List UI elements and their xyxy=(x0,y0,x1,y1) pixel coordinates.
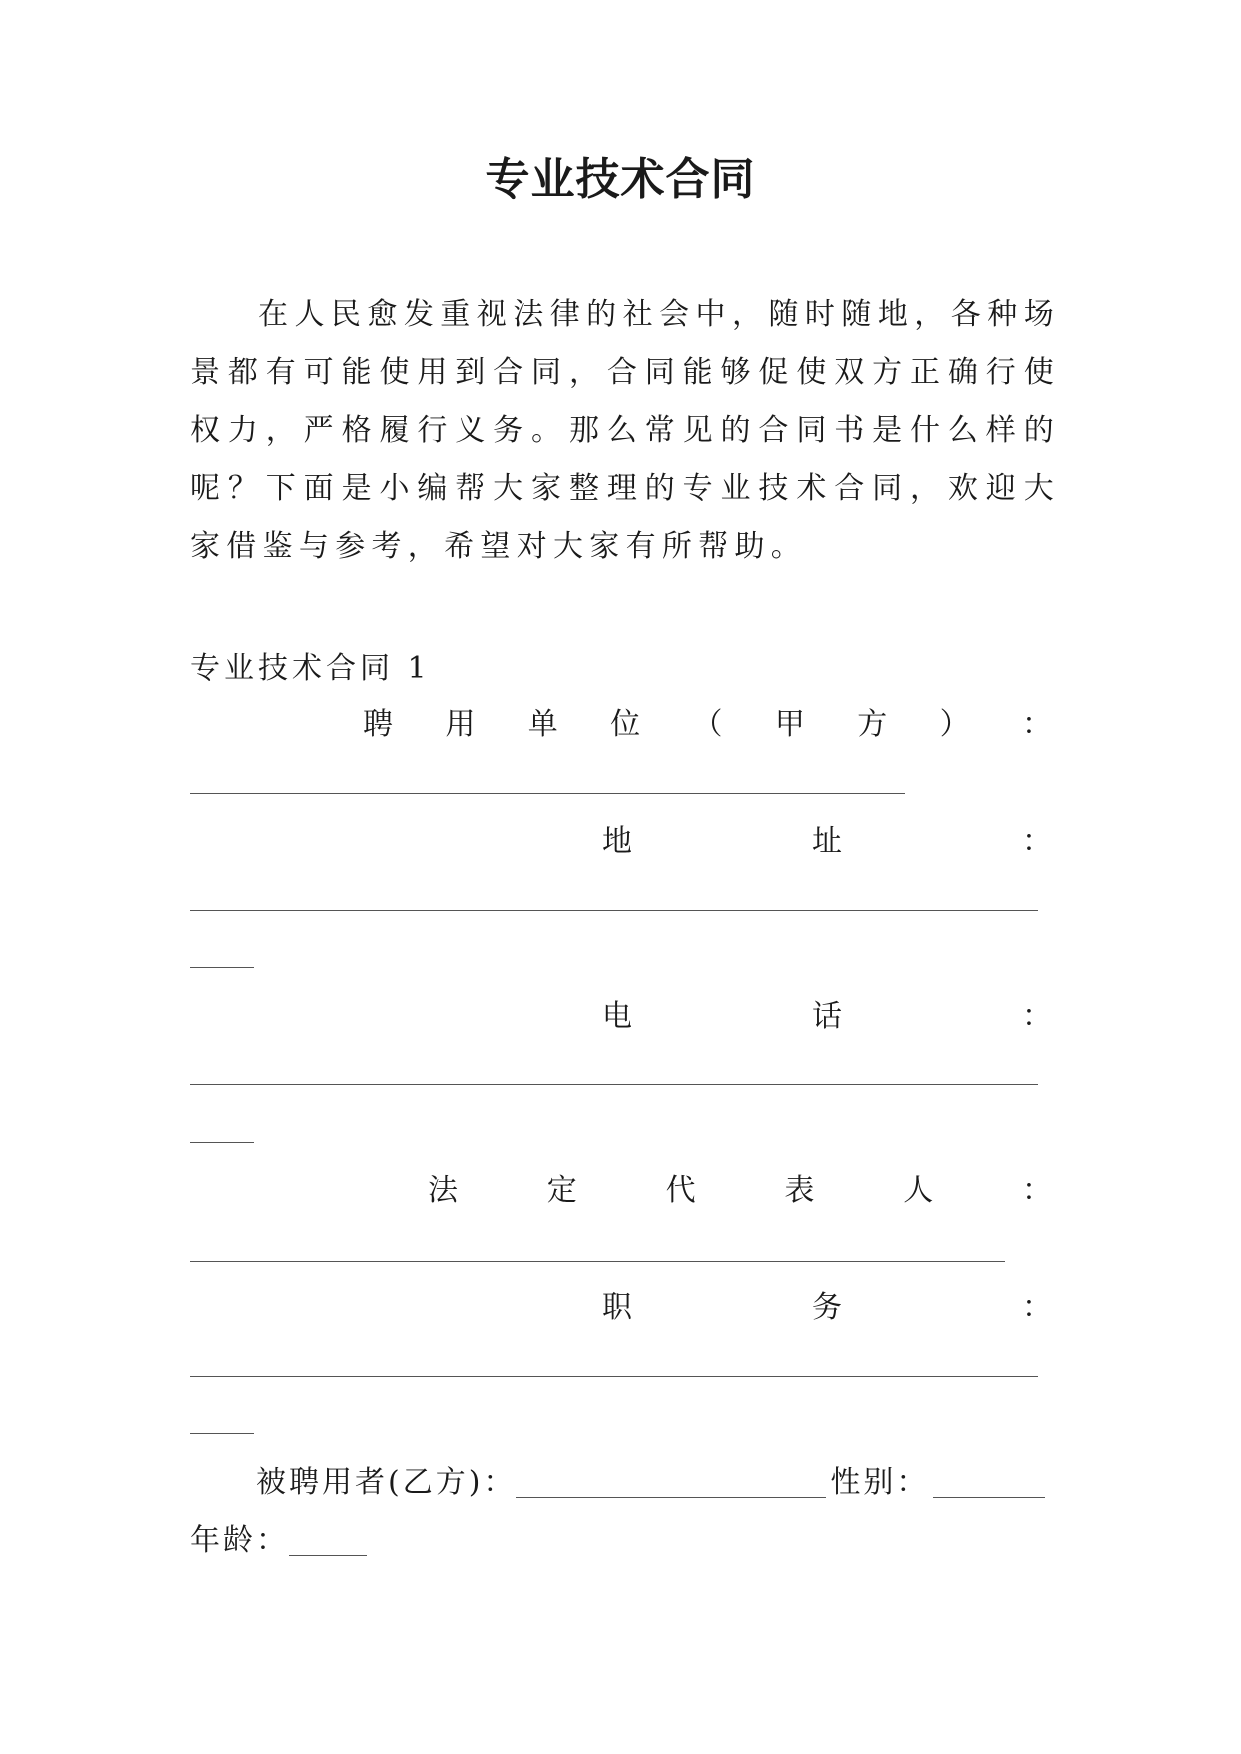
char: 话 xyxy=(812,999,842,1034)
char: 用 xyxy=(445,707,476,742)
char: 聘 xyxy=(363,707,393,742)
char: 职 xyxy=(602,1290,632,1325)
employee-row xyxy=(256,1460,1049,1506)
field-address-label xyxy=(190,819,1052,865)
employer-unit-blank[interactable] xyxy=(190,793,905,794)
field-position-label xyxy=(190,1285,1052,1331)
age-row xyxy=(190,1518,371,1564)
char: 甲 xyxy=(774,707,805,742)
field-employer-unit-label xyxy=(190,702,1052,748)
document-title: 专业技术合同 xyxy=(485,154,756,205)
colon: ： xyxy=(1022,999,1052,1034)
phone-blank-continued[interactable] xyxy=(190,1142,254,1143)
section-heading: 专业技术合同 1 xyxy=(190,651,431,686)
char: 表 xyxy=(784,1173,815,1208)
char: （ xyxy=(692,707,723,742)
legal-representative-blank[interactable] xyxy=(190,1261,1005,1262)
position-blank-continued[interactable] xyxy=(190,1433,254,1434)
char: ： xyxy=(1022,707,1052,742)
age-blank[interactable] xyxy=(289,1525,367,1556)
colon: ： xyxy=(1021,1173,1052,1208)
intro-text: 在人民愈发重视法律的社会中，随时随地，各种场景都有可能使用到合同，合同能够促使双方正确行使权力，严格履行义务。那么常见的合同书是什么样的呢？下面是小编帮大家整理的专业技术合同，欢迎大家借鉴与参考，希望对大家有所帮助。 xyxy=(190,297,1060,564)
char: 务 xyxy=(812,1290,842,1325)
position-blank[interactable] xyxy=(190,1376,1038,1377)
char: 位 xyxy=(610,707,641,742)
intro-paragraph xyxy=(190,286,1060,576)
char: ） xyxy=(939,707,970,742)
char: 单 xyxy=(527,707,558,742)
field-legal-representative-label xyxy=(190,1168,1052,1214)
char: 人 xyxy=(903,1173,934,1208)
field-phone-label xyxy=(190,994,1052,1040)
char: 地 xyxy=(602,824,632,859)
char: 电 xyxy=(602,999,632,1034)
gender-blank[interactable] xyxy=(933,1467,1045,1498)
age-label: 年龄： xyxy=(190,1523,289,1558)
employee-label: 被聘用者(乙方)： xyxy=(256,1465,517,1500)
phone-blank[interactable] xyxy=(190,1084,1038,1085)
colon: ： xyxy=(1022,1290,1052,1325)
address-blank[interactable] xyxy=(190,910,1038,911)
char: 址 xyxy=(812,824,842,859)
employee-name-blank[interactable] xyxy=(516,1467,826,1498)
address-blank-continued[interactable] xyxy=(190,967,254,968)
char: 法 xyxy=(428,1173,458,1208)
colon: ： xyxy=(1022,824,1052,859)
char: 代 xyxy=(665,1173,696,1208)
char: 方 xyxy=(857,707,888,742)
char: 定 xyxy=(546,1173,577,1208)
gender-label: 性别： xyxy=(830,1465,930,1500)
